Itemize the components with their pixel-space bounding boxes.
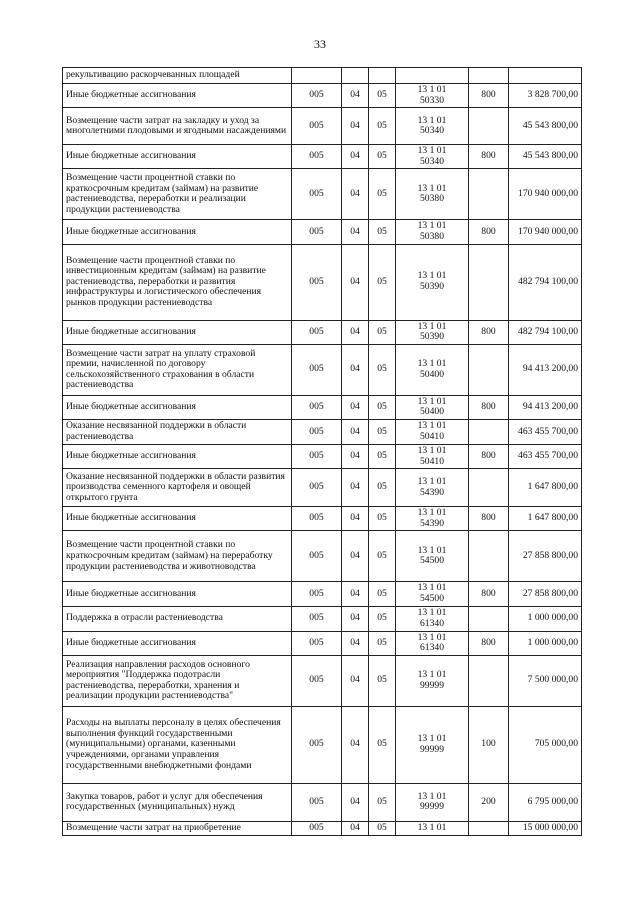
target-article-program-code: 13 1 01 [417,114,447,126]
expense-name-cell: Иные бюджетные ассигнования [63,631,292,655]
target-article-cell [396,145,469,169]
section-code-cell: 04 [342,606,369,631]
subsection-code-cell: 05 [369,582,396,606]
expense-type-cell: 100 [469,706,509,783]
expense-type-cell: 800 [469,84,509,108]
target-article-cell [396,507,469,531]
department-code-cell: 005 [292,220,342,244]
expense-type-cell [469,169,509,220]
target-article-direction-code: 50410 [420,430,444,442]
expense-name-cell: Возмещение части процентной ставки по краткосрочным кредитам (займам) на переработку продукции растениеводства и животноводства [63,531,292,582]
target-article-cell [396,320,469,344]
subsection-code-cell: 05 [369,84,396,108]
table-row [63,655,582,706]
department-code-cell: 005 [292,821,342,835]
amount-cell: 45 543 800,00 [509,145,582,169]
amount-cell: 3 828 700,00 [509,84,582,108]
amount-cell: 94 413 200,00 [509,344,582,395]
table-row [63,706,582,783]
subsection-code-cell: 05 [369,244,396,320]
department-code-cell: 005 [292,419,342,444]
section-code-cell: 04 [342,220,369,244]
table-row [63,606,582,631]
table-row [63,68,582,84]
target-article-program-code: 13 1 01 [417,220,447,232]
target-article-cell [396,344,469,395]
section-code-cell: 04 [342,655,369,706]
section-code-cell: 04 [342,344,369,395]
section-code-cell: 04 [342,821,369,835]
target-article-cell [396,108,469,145]
target-article-direction-code: 50380 [420,230,444,242]
target-article-direction-code: 99999 [420,679,444,691]
department-code-cell: 005 [292,395,342,419]
department-code-cell: 005 [292,606,342,631]
target-article-program-code: 13 1 01 [417,84,447,95]
section-code-cell: 04 [342,507,369,531]
target-article-cell [396,655,469,706]
amount-cell [509,68,582,84]
target-article-cell [396,582,469,606]
target-article-cell [396,631,469,655]
expense-type-cell: 800 [469,631,509,655]
target-article-direction-code: 50400 [420,406,444,418]
section-code-cell: 04 [342,419,369,444]
amount-cell: 1 647 800,00 [509,507,582,531]
department-code-cell: 005 [292,655,342,706]
expense-type-cell [469,821,509,835]
target-article-cell [396,821,469,835]
expense-name-cell: Иные бюджетные ассигнования [63,320,292,344]
department-code-cell: 005 [292,244,342,320]
target-article-cell [396,444,469,468]
target-article-direction-code: 50410 [420,455,444,467]
amount-cell: 7 500 000,00 [509,655,582,706]
amount-cell: 27 858 800,00 [509,531,582,582]
section-code-cell: 04 [342,145,369,169]
target-article-direction-code: 61340 [420,617,444,629]
expense-name-cell: Возмещение части затрат на приобретение [63,821,292,835]
expense-type-cell [469,344,509,395]
expense-type-cell: 800 [469,507,509,531]
subsection-code-cell: 05 [369,655,396,706]
target-article-direction-code: 50390 [420,331,444,343]
table-row [63,631,582,655]
target-article-cell [396,419,469,444]
amount-cell: 1 000 000,00 [509,606,582,631]
target-article-cell [396,531,469,582]
department-code-cell [292,68,342,84]
department-code-cell: 005 [292,469,342,507]
target-article-program-code: 13 1 01 [417,145,447,157]
expense-name-cell: Расходы на выплаты персоналу в целях обеспечения выполнения функций государственными (муниципальными) органами, казенными учреждениями, органами управления государственными внебюджетными фондами [63,706,292,783]
table-row [63,783,582,821]
department-code-cell: 005 [292,108,342,145]
expense-name-cell: рекультивацию раскорчеванных площадей [63,68,292,84]
target-article-direction-code: 54390 [420,486,444,498]
amount-cell: 45 543 800,00 [509,108,582,145]
expense-name-cell: Иные бюджетные ассигнования [63,145,292,169]
table-row [63,419,582,444]
subsection-code-cell: 05 [369,783,396,821]
expense-type-cell: 800 [469,320,509,344]
target-article-program-code: 13 1 01 [417,182,447,194]
amount-cell: 170 940 000,00 [509,169,582,220]
expense-type-cell [469,419,509,444]
department-code-cell: 005 [292,444,342,468]
table-row [63,220,582,244]
table-row [63,344,582,395]
amount-cell: 463 455 700,00 [509,419,582,444]
department-code-cell: 005 [292,169,342,220]
expense-type-cell [469,469,509,507]
subsection-code-cell: 05 [369,419,396,444]
expense-type-cell [469,655,509,706]
section-code-cell: 04 [342,244,369,320]
table-row [63,84,582,108]
amount-cell: 1 000 000,00 [509,631,582,655]
section-code-cell: 04 [342,108,369,145]
department-code-cell: 005 [292,783,342,821]
expense-type-cell: 800 [469,582,509,606]
section-code-cell: 04 [342,531,369,582]
target-article-cell [396,783,469,821]
target-article-program-code: 13 1 01 [417,444,447,456]
target-article-direction-code: 54500 [420,555,444,567]
expense-name-cell: Иные бюджетные ассигнования [63,395,292,419]
table-row [63,531,582,582]
table-row [63,582,582,606]
expense-type-cell [469,68,509,84]
subsection-code-cell: 05 [369,469,396,507]
table-row [63,821,582,835]
expense-type-cell: 200 [469,783,509,821]
section-code-cell: 04 [342,631,369,655]
table-row [63,169,582,220]
subsection-code-cell: 05 [369,108,396,145]
amount-cell: 705 000,00 [509,706,582,783]
target-article-program-code: 13 1 01 [417,669,447,681]
section-code-cell: 04 [342,706,369,783]
target-article-direction-code: 61340 [420,642,444,654]
target-article-cell [396,706,469,783]
target-article-program-code: 13 1 01 [417,582,447,594]
subsection-code-cell: 05 [369,395,396,419]
expense-type-cell: 800 [469,395,509,419]
expense-type-cell [469,606,509,631]
amount-cell: 15 000 000,00 [509,821,582,835]
section-code-cell: 04 [342,444,369,468]
expense-name-cell: Возмещение части затрат на закладку и уход за многолетними плодовыми и ягодными насаждениями [63,108,292,145]
section-code-cell: 04 [342,395,369,419]
target-article-program-code: 13 1 01 [417,790,447,802]
department-code-cell: 005 [292,582,342,606]
target-article-program-code: 13 1 01 [417,320,447,332]
subsection-code-cell: 05 [369,706,396,783]
target-article-program-code: 13 1 01 [417,270,447,282]
expense-name-cell: Возмещение части процентной ставки по краткосрочным кредитам (займам) на развитие растениеводства, переработки и реализации продукции растениеводства [63,169,292,220]
subsection-code-cell: 05 [369,531,396,582]
subsection-code-cell: 05 [369,606,396,631]
department-code-cell: 005 [292,344,342,395]
target-article-program-code: 13 1 01 [417,631,447,643]
expense-name-cell: Иные бюджетные ассигнования [63,582,292,606]
expense-name-cell: Оказание несвязанной поддержки в области растениеводства [63,419,292,444]
target-article-direction-code: 99999 [420,801,444,813]
target-article-program-code: 13 1 01 [417,420,447,432]
target-article-program-code: 13 1 01 [417,507,447,519]
expense-name-cell: Иные бюджетные ассигнования [63,84,292,108]
table-row [63,108,582,145]
expense-name-cell: Закупка товаров, работ и услуг для обеспечения государственных (муниципальных) нужд [63,783,292,821]
subsection-code-cell: 05 [369,631,396,655]
target-article-direction-code: 50330 [420,94,444,106]
department-code-cell: 005 [292,531,342,582]
table-row [63,507,582,531]
target-article-direction-code: 50390 [420,281,444,293]
expense-name-cell: Возмещение части затрат на уплату страховой премии, начисленной по договору сельскохозяйственного страхования в области растениеводства [63,344,292,395]
target-article-cell [396,244,469,320]
subsection-code-cell: 05 [369,821,396,835]
page-number: 33 [314,37,326,51]
target-article-cell [396,220,469,244]
department-code-cell: 005 [292,145,342,169]
subsection-code-cell: 05 [369,220,396,244]
amount-cell: 482 794 100,00 [509,320,582,344]
target-article-direction-code: 50400 [420,368,444,380]
table-row [63,395,582,419]
amount-cell: 6 795 000,00 [509,783,582,821]
expense-type-cell [469,244,509,320]
target-article-cell [396,84,469,108]
expense-name-cell: Оказание несвязанной поддержки в области развития производства семенного картофеля и овощей открытого грунта [63,469,292,507]
expense-type-cell: 800 [469,220,509,244]
expense-name-cell: Иные бюджетные ассигнования [63,444,292,468]
target-article-program-code: 13 1 01 [417,606,447,618]
target-article-cell [396,68,469,84]
target-article-cell [396,395,469,419]
amount-cell: 482 794 100,00 [509,244,582,320]
target-article-direction-code: 54390 [420,517,444,529]
budget-table-body [63,68,582,836]
subsection-code-cell: 05 [369,145,396,169]
target-article-direction-code: 50340 [420,125,444,137]
department-code-cell: 005 [292,507,342,531]
section-code-cell: 04 [342,320,369,344]
target-article-direction-code: 50340 [420,155,444,167]
target-article-direction-code: 50380 [420,193,444,205]
department-code-cell: 005 [292,84,342,108]
section-code-cell: 04 [342,783,369,821]
section-code-cell: 04 [342,582,369,606]
expense-name-cell: Иные бюджетные ассигнования [63,220,292,244]
department-code-cell: 005 [292,320,342,344]
subsection-code-cell: 05 [369,507,396,531]
amount-cell: 94 413 200,00 [509,395,582,419]
target-article-program-code: 13 1 01 [417,821,447,833]
expense-name-cell: Поддержка в отрасли растениеводства [63,606,292,631]
target-article-cell [396,606,469,631]
target-article-direction-code: 99999 [420,743,444,755]
target-article-program-code: 13 1 01 [417,544,447,556]
subsection-code-cell: 05 [369,344,396,395]
table-row [63,244,582,320]
amount-cell: 463 455 700,00 [509,444,582,468]
subsection-code-cell: 05 [369,169,396,220]
target-article-program-code: 13 1 01 [417,395,447,407]
table-row [63,444,582,468]
department-code-cell: 005 [292,631,342,655]
expense-type-cell [469,108,509,145]
section-code-cell: 04 [342,84,369,108]
subsection-code-cell: 05 [369,444,396,468]
expense-name-cell: Реализация направления расходов основного мероприятия "Поддержка подотрасли растениеводства, переработки, хранения и реализации продукции растениеводства" [63,655,292,706]
department-code-cell: 005 [292,706,342,783]
table-row [63,145,582,169]
amount-cell: 27 858 800,00 [509,582,582,606]
section-code-cell: 04 [342,169,369,220]
expense-name-cell: Возмещение части процентной ставки по инвестиционным кредитам (займам) на развитие растениеводства, переработки и развития инфраструктуры и логистического обеспечения рынков продукции растениеводства [63,244,292,320]
budget-table [62,67,582,836]
target-article-program-code: 13 1 01 [417,733,447,745]
target-article-program-code: 13 1 01 [417,358,447,370]
section-code-cell [342,68,369,84]
subsection-code-cell: 05 [369,320,396,344]
table-row [63,469,582,507]
section-code-cell: 04 [342,469,369,507]
expense-type-cell [469,531,509,582]
expense-name-cell: Иные бюджетные ассигнования [63,507,292,531]
target-article-program-code: 13 1 01 [417,476,447,488]
table-row [63,320,582,344]
expense-type-cell: 800 [469,444,509,468]
amount-cell: 1 647 800,00 [509,469,582,507]
target-article-cell [396,469,469,507]
expense-type-cell: 800 [469,145,509,169]
target-article-cell [396,169,469,220]
amount-cell: 170 940 000,00 [509,220,582,244]
target-article-direction-code: 54500 [420,592,444,604]
subsection-code-cell [369,68,396,84]
